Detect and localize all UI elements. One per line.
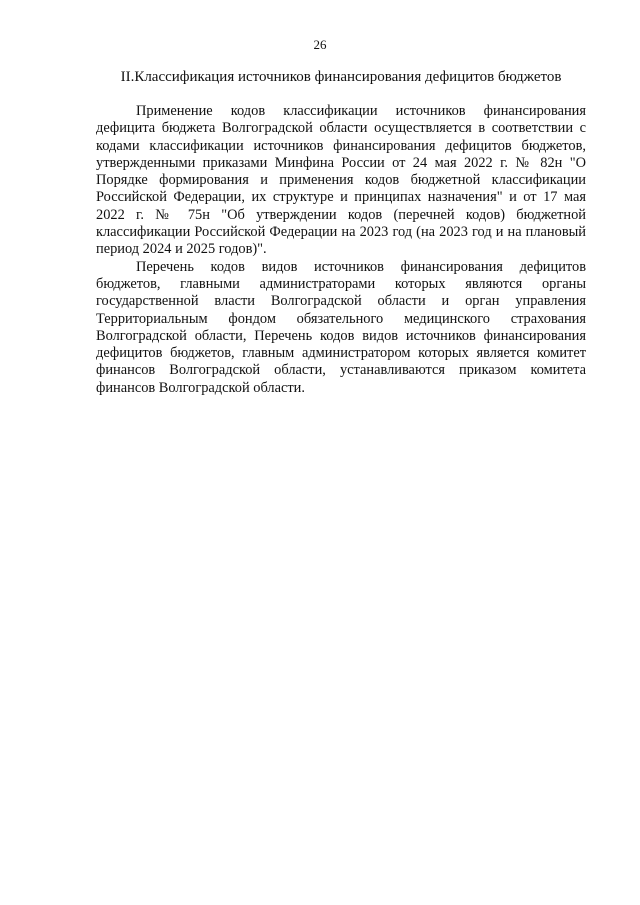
page-number: 26 [313,37,327,52]
paragraph-list-of-codes: Перечень кодов видов источников финансирования дефицитов бюджетов, главными администраторами которых являются органы государственной власти Волгоградской области и орган управления Территориальным фондом обязательного медицинского страхования Волгоградской области, Перечень кодов видов источников финансирования дефицитов бюджетов, главным администратором которых является комитет финансов Волгоградской области, устанавливаются приказом комитета финансов Волгоградской области. [96,258,586,396]
document-body [96,103,586,397]
paragraph-application-of-codes: Применение кодов классификации источников финансирования дефицита бюджета Волгоградской области осуществляется в соответствии с кодами классификации источников финансирования дефицитов бюджетов, утвержденными приказами Минфина России от 24 мая 2022 г. № 82н "О Порядке формирования и применения кодов бюджетной классификации Российской Федерации, их структуре и принципах назначения" и от 17 мая 2022 г. № 75н "Об утверждении кодов (перечней кодов) бюджетной классификации Российской Федерации на 2023 год (на 2023 год и на плановый период 2024 и 2025 годов)". [96,103,586,258]
section-title: II.Классификация источников финансирования дефицитов бюджетов [120,69,562,85]
